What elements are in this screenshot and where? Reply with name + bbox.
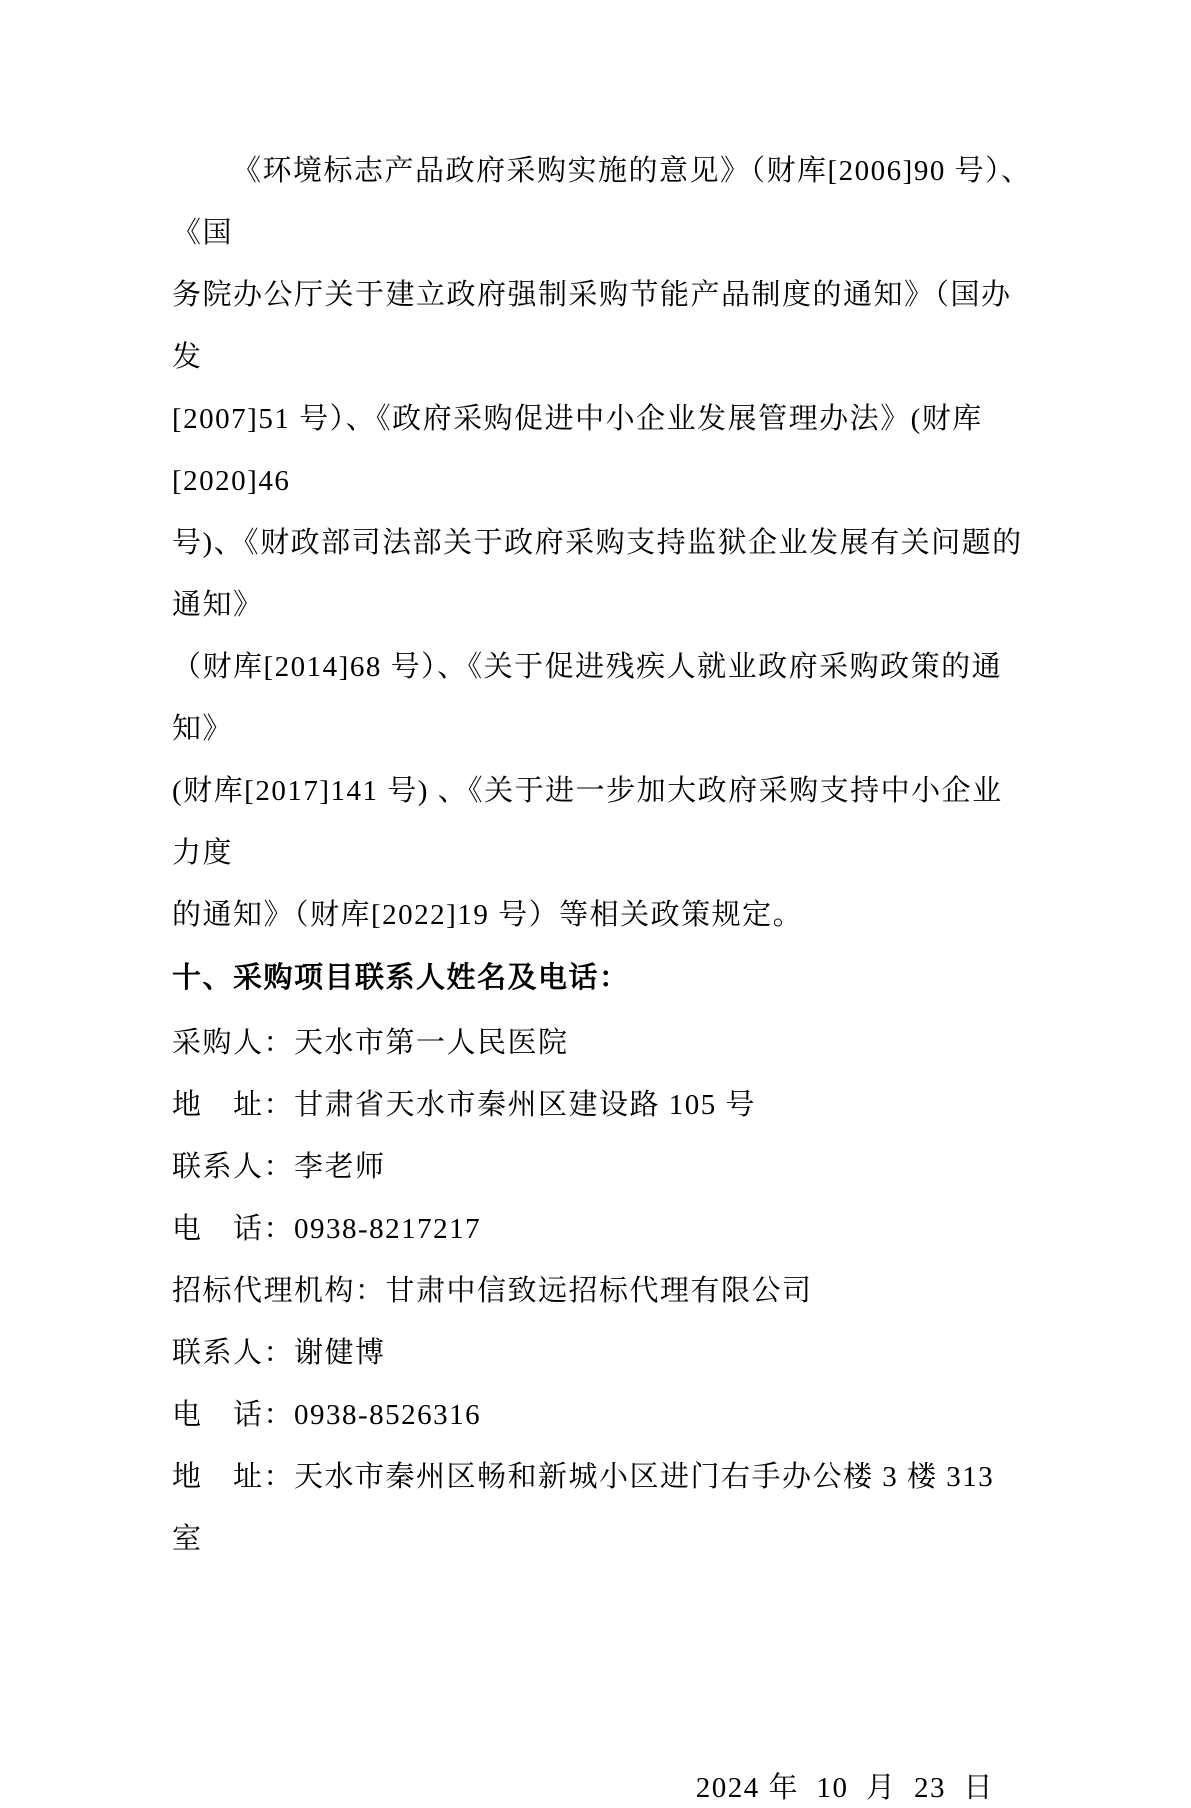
document-date: 2024 年 10 月 23 日: [695, 1772, 994, 1804]
policy-paragraph: [172, 140, 1032, 946]
paragraph-line: [2007]51 号）、《政府采购促进中小企业发展管理办法》(财库[2020]46: [172, 403, 983, 497]
contact-line: 采购人：天水市第一人民医院: [172, 1027, 569, 1059]
contact-line: 地 址：天水市秦州区畅和新城小区进门右手办公楼 3 楼 313 室: [172, 1461, 1004, 1555]
contact-line: 电 话：0938-8217217: [172, 1213, 482, 1245]
contact-line: 地 址：甘肃省天水市秦州区建设路 105 号: [172, 1089, 757, 1121]
paragraph-line: 务院办公厅关于建立政府强制采购节能产品制度的通知》（国办发: [172, 279, 1012, 373]
contact-line: 电 话：0938-8526316: [172, 1399, 482, 1431]
document-content: [172, 140, 1032, 1808]
contact-line: 联系人：李老师: [172, 1151, 386, 1183]
paragraph-line: （财库[2014]68 号）、《关于促进残疾人就业政府采购政策的通知》: [172, 651, 1003, 745]
paragraph-line: 的通知》（财库[2022]19 号）等相关政策规定。: [172, 899, 804, 931]
contact-line: 招标代理机构：甘肃中信致远招标代理有限公司: [172, 1275, 813, 1307]
contact-line: 联系人：谢健博: [172, 1337, 386, 1369]
contact-info-list: [172, 1012, 1032, 1570]
section-heading-contacts: 十、采购项目联系人姓名及电话：: [172, 962, 630, 994]
paragraph-line: (财库[2017]141 号) 、《关于进一步加大政府采购支持中小企业力度: [172, 775, 1003, 869]
paragraph-line: 《环境标志产品政府采购实施的意见》（财库[2006]90 号）、《国: [172, 155, 1032, 249]
paragraph-line: 号)、《财政部司法部关于政府采购支持监狱企业发展有关问题的通知》: [172, 527, 1023, 621]
